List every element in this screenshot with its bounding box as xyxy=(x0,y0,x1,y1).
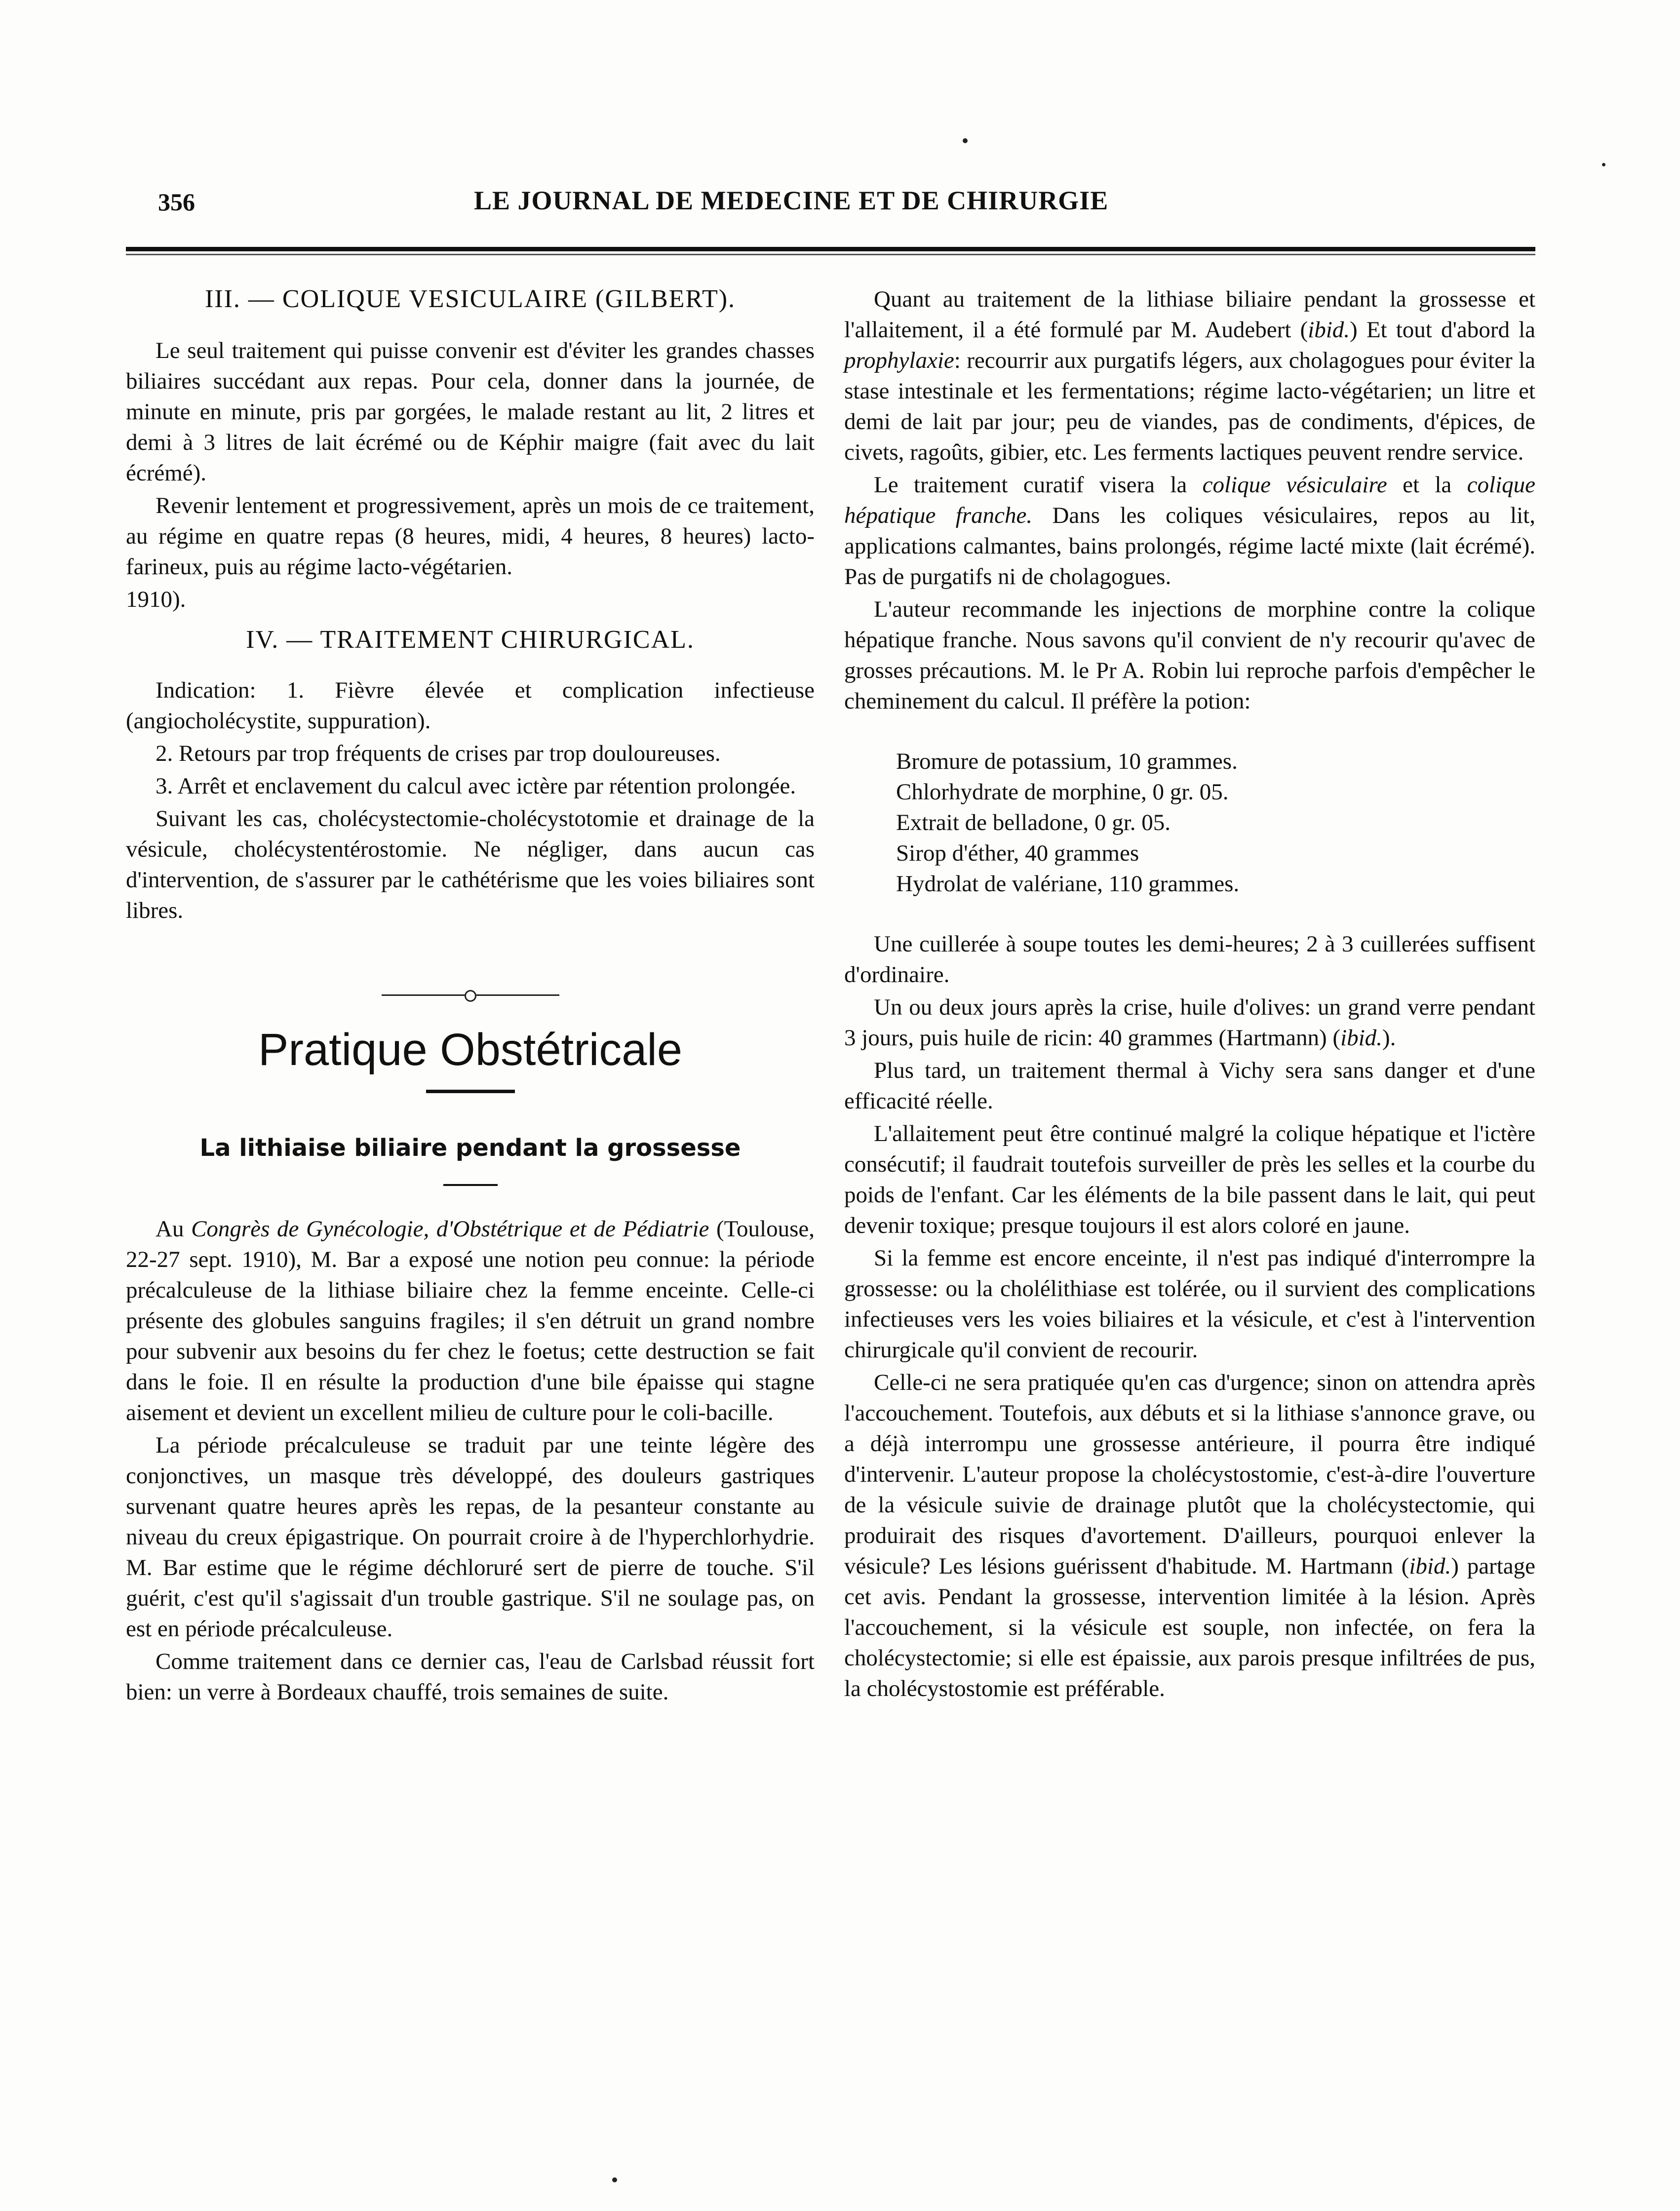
prescription xyxy=(896,746,1535,899)
paragraph: Revenir lentement et progressivement, après un mois de ce traitement, au régime en quatre repas (8 heures, midi, 4 heures, 8 heures) lacto-farineux, puis au régime lacto-végétarien. xyxy=(126,493,815,580)
page-number: 356 xyxy=(158,188,195,216)
text-run: Au xyxy=(156,1216,192,1242)
prescription-line: Bromure de potassium, 10 grammes. xyxy=(896,749,1238,774)
paragraph: Indication: 1. Fièvre élevée et complication infectieuse (angiocholécystite, suppuration). xyxy=(126,677,815,734)
emphasis: colique hépatique franche. xyxy=(844,472,1535,528)
text-run: Un ou deux jours après la crise, huile d'olives: un grand verre pendant 3 jours, puis huile de ricin: 40 grammes (Hartmann) ( xyxy=(844,994,1535,1051)
right-column xyxy=(844,284,1535,1706)
article-title: Pratique Obstétricale xyxy=(258,1025,683,1075)
paragraph: L'allaitement peut être continué malgré la colique hépatique et l'ictère consécutif; il faudrait toutefois surveiller de près les selles et la courbe du poids de l'enfant. Car les éléments de la bile passent dans le lait, qui peut devenir toxique; presque toujours il est alors coloré en jaune. xyxy=(844,1121,1535,1238)
paragraph: 3. Arrêt et enclavement du calcul avec ictère par rétention prolongée. xyxy=(156,773,796,799)
paragraph: Plus tard, un traitement thermal à Vichy sera sans danger et d'une efficacité réelle. xyxy=(844,1058,1535,1114)
subtitle-rule xyxy=(443,1184,498,1186)
paragraph xyxy=(844,1367,1535,1704)
ibid: ibid. xyxy=(1308,317,1350,343)
header-rule xyxy=(126,247,1535,251)
paragraph: Si la femme est encore enceinte, il n'est pas indiqué d'interrompre la grossesse: ou la cholélithiase est tolérée, ou il survient des complications infectieuses vers les voies biliaires et la vésicule, et c'est à l'intervention chirurgicale qu'il convient de recourir. xyxy=(844,1245,1535,1363)
text-run: ) Et tout d'abord la xyxy=(1350,317,1535,343)
paragraph xyxy=(844,992,1535,1053)
divider-ornament-icon xyxy=(465,990,476,1002)
scan-speck xyxy=(963,138,968,143)
text-run: Dans les coliques vésiculaires, repos au lit, applications calmantes, bains prolongés, régime lacté mixte (lait écrémé). Pas de purgatifs ni de cholagogues. xyxy=(844,503,1535,590)
paragraph: 1910). xyxy=(126,587,186,612)
emphasis: colique vésiculaire xyxy=(1202,472,1387,498)
ibid: ibid. xyxy=(1340,1025,1382,1051)
scan-speck xyxy=(612,2177,617,2182)
section-heading-iv: IV. — TRAITEMENT CHIRURGICAL. xyxy=(246,626,695,654)
text-run: (Toulouse, 22-27 sept. 1910), M. Bar a exposé une notion peu connue: la période précalculeuse de la lithiase biliaire chez la femme enceinte. Celle-ci présente des globules sanguins fragiles; il s'en détruit un grand nombre pour subvenir aux besoins du fer chez le foetus; cette destruction se fait dans le foie. Il en résulte la production d'une bile épaisse qui stagne aisement et devient un excellent milieu de culture pour le coli-bacille. xyxy=(126,1216,815,1425)
paragraph: 2. Retours par trop fréquents de crises par trop douloureuses. xyxy=(156,741,721,766)
paragraph xyxy=(126,1214,815,1428)
text-run: et la xyxy=(1387,472,1467,498)
paragraph: L'auteur recommande les injections de morphine contre la colique hépatique franche. Nous savons qu'il convient de n'y recourir qu'avec de grosses précautions. M. le Pr A. Robin lui reproche parfois d'empêcher le cheminement du calcul. Il préfère la potion: xyxy=(844,596,1535,714)
paragraph: Le seul traitement qui puisse convenir est d'éviter les grandes chasses biliaires succédant aux repas. Pour cela, donner dans la journée, de minute en minute, pris par gorgées, le malade restant au lit, 2 litres et demi à 3 litres de lait écrémé ou de Képhir maigre (fait avec du lait écrémé). xyxy=(126,338,815,486)
paragraph: La période précalculeuse se traduit par une teinte légère des conjonctives, un masque très développé, des douleurs gastriques survenant quatre heures après les repas, de la pesanteur constante au niveau du creux épigastrique. On pourrait croire à de l'hyperchlorhydrie. M. Bar estime que le régime déchloruré sert de pierre de touche. S'il guérit, c'est qu'il s'agissait d'un trouble gastrique. S'il ne soulage pas, on est en période précalculeuse. xyxy=(126,1432,815,1642)
text-run: : recourrir aux purgatifs légers, aux cholagogues pour éviter la stase intestinale et les fermentations; régime lacto-végétarien; un litre et demi de lait par jour; peu de viandes, pas de condiments, d'épices, de civets, ragoûts, gibier, etc. Les ferments lactiques peuvent rendre service. xyxy=(844,348,1535,465)
paragraph xyxy=(844,284,1535,468)
text-run: Le traitement curatif visera la xyxy=(874,472,1203,498)
prescription-line: Chlorhydrate de morphine, 0 gr. 05. xyxy=(896,779,1229,805)
text-run: ). xyxy=(1382,1025,1396,1051)
scan-speck xyxy=(1602,163,1605,166)
prescription-line: Hydrolat de valériane, 110 grammes. xyxy=(896,871,1240,897)
text-run: ) partage cet avis. Pendant la grossesse, intervention limitée à la lésion. Après l'accouchement, si la vésicule est souple, non infectée, on fera la cholécystectomie; si elle est épaissie, aux parois presque infiltrées de pus, la cholécystostomie est préférable. xyxy=(844,1553,1535,1701)
ornament-divider xyxy=(382,985,559,1005)
text-run: Celle-ci ne sera pratiquée qu'en cas d'urgence; sinon on attendra après l'accouchement. Toutefois, aux débuts et si la lithiase s'annonce grave, ou a déjà interrompu une grossesse antérieure, il pourra être indiqué d'intervenir. L'auteur propose la cholécystostomie, c'est-à-dire l'ouverture de la vésicule suivie de drainage plutôt que la cholécystectomie, qui produirait des risques d'avortement. D'ailleurs, pourquoi enlever la vésicule? Les lésions guérissent d'habitude. M. Hartmann ( xyxy=(844,1370,1535,1579)
congress-name: Congrès de Gynécologie, d'Obstétrique et de Pédiatrie xyxy=(191,1216,709,1242)
paragraph: Suivant les cas, cholécystectomie-cholécystotomie et drainage de la vésicule, cholécystentérostomie. Ne négliger, dans aucun cas d'intervention, de s'assurer par le cathétérisme que les voies biliaires sont libres. xyxy=(126,806,815,923)
paragraph: Une cuillerée à soupe toutes les demi-heures; 2 à 3 cuillerées suffisent d'ordinaire. xyxy=(844,931,1535,987)
title-rule xyxy=(426,1090,515,1093)
header-rule-thin xyxy=(126,254,1535,255)
paragraph xyxy=(844,470,1535,592)
text-run: Quant au traitement de la lithiase biliaire pendant la grossesse et l'allaitement, il a été formulé par M. Audebert ( xyxy=(844,286,1535,343)
paragraph: Comme traitement dans ce dernier cas, l'eau de Carlsbad réussit fort bien: un verre à Bordeaux chauffé, trois semaines de suite. xyxy=(126,1649,815,1705)
running-title: LE JOURNAL DE MEDECINE ET DE CHIRURGIE xyxy=(474,186,1109,215)
article-subtitle: La lithiaise biliaire pendant la grossesse xyxy=(199,1134,741,1162)
prescription-line: Extrait de belladone, 0 gr. 05. xyxy=(896,810,1171,835)
prescription-line: Sirop d'éther, 40 grammes xyxy=(896,840,1139,866)
emphasis: prophylaxie xyxy=(844,348,954,373)
section-heading-iii: III. — COLIQUE VESICULAIRE (GILBERT). xyxy=(204,285,736,313)
ibid: ibid. xyxy=(1409,1553,1451,1579)
left-column xyxy=(126,284,815,1709)
